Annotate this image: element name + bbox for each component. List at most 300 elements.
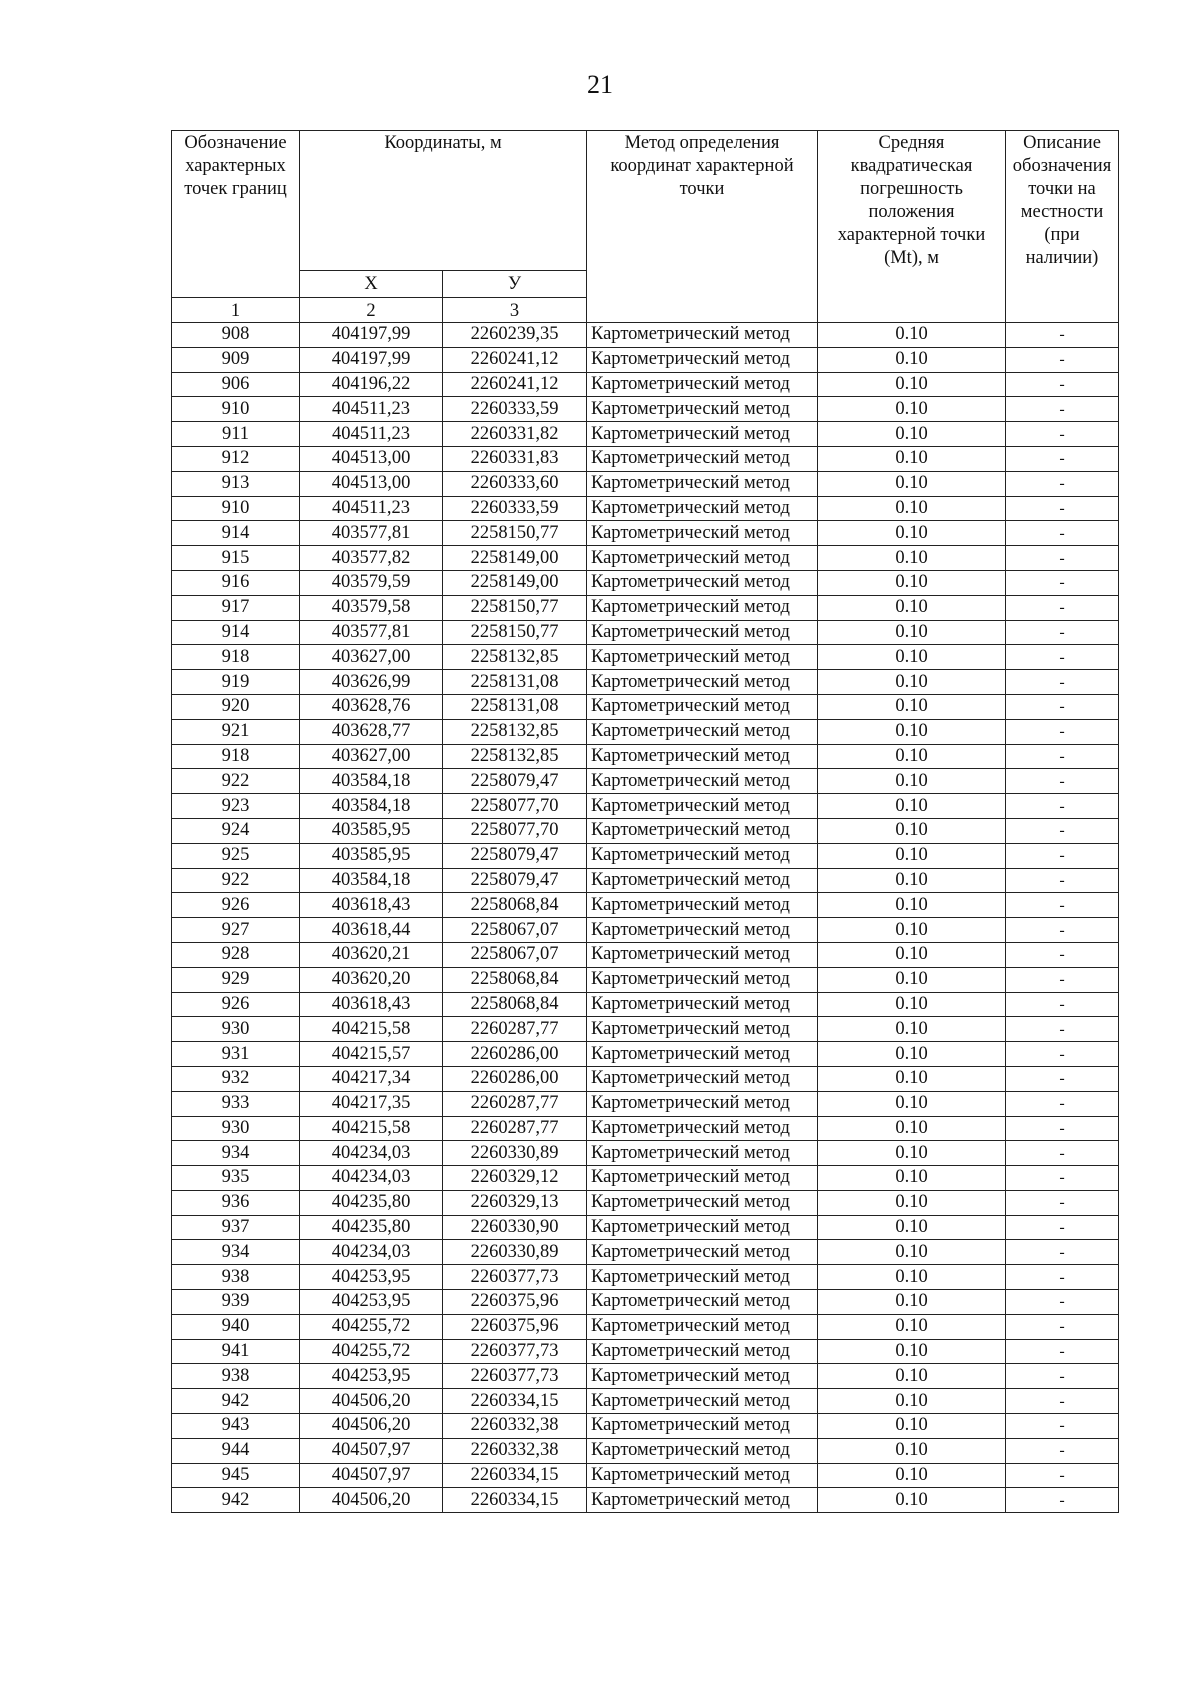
y-coordinate-cell: 2260286,00 <box>443 1066 587 1091</box>
description-cell: - <box>1006 645 1119 670</box>
header-coordinates: Координаты, м <box>300 131 587 271</box>
point-id-cell: 918 <box>172 744 300 769</box>
point-id-cell: 930 <box>172 1116 300 1141</box>
description-cell: - <box>1006 620 1119 645</box>
table-row <box>172 645 1119 670</box>
table-row <box>172 1438 1119 1463</box>
table-row <box>172 1042 1119 1067</box>
table-row <box>172 769 1119 794</box>
point-id-cell: 931 <box>172 1042 300 1067</box>
method-cell: Картометрический метод <box>587 1215 818 1240</box>
table-row <box>172 1290 1119 1315</box>
x-coordinate-cell: 404215,58 <box>300 1116 443 1141</box>
method-cell: Картометрический метод <box>587 422 818 447</box>
description-cell: - <box>1006 1290 1119 1315</box>
point-id-cell: 924 <box>172 818 300 843</box>
error-cell: 0.10 <box>818 918 1006 943</box>
method-cell: Картометрический метод <box>587 769 818 794</box>
x-coordinate-cell: 403628,76 <box>300 694 443 719</box>
y-coordinate-cell: 2260377,73 <box>443 1364 587 1389</box>
x-coordinate-cell: 404513,00 <box>300 471 443 496</box>
description-cell: - <box>1006 794 1119 819</box>
y-coordinate-cell: 2260241,12 <box>443 372 587 397</box>
method-cell: Картометрический метод <box>587 868 818 893</box>
error-cell: 0.10 <box>818 694 1006 719</box>
x-coordinate-cell: 404506,20 <box>300 1389 443 1414</box>
y-coordinate-cell: 2258068,84 <box>443 992 587 1017</box>
error-cell: 0.10 <box>818 1215 1006 1240</box>
error-cell: 0.10 <box>818 570 1006 595</box>
error-cell: 0.10 <box>818 521 1006 546</box>
table-row <box>172 1116 1119 1141</box>
error-cell: 0.10 <box>818 446 1006 471</box>
header-method: Метод определения координат характерной точки <box>587 131 818 323</box>
description-cell: - <box>1006 893 1119 918</box>
description-cell: - <box>1006 521 1119 546</box>
description-cell: - <box>1006 372 1119 397</box>
error-cell: 0.10 <box>818 1190 1006 1215</box>
error-cell: 0.10 <box>818 1166 1006 1191</box>
x-coordinate-cell: 403628,77 <box>300 719 443 744</box>
boundary-points-table <box>171 130 1119 1513</box>
method-cell: Картометрический метод <box>587 1240 818 1265</box>
method-cell: Картометрический метод <box>587 1265 818 1290</box>
column-number: 1 <box>172 298 300 323</box>
table-row <box>172 794 1119 819</box>
table-row <box>172 620 1119 645</box>
x-coordinate-cell: 403584,18 <box>300 868 443 893</box>
y-coordinate-cell: 2260332,38 <box>443 1414 587 1439</box>
method-cell: Картометрический метод <box>587 372 818 397</box>
point-id-cell: 918 <box>172 645 300 670</box>
point-id-cell: 926 <box>172 893 300 918</box>
method-cell: Картометрический метод <box>587 1116 818 1141</box>
method-cell: Картометрический метод <box>587 446 818 471</box>
x-coordinate-cell: 403585,95 <box>300 818 443 843</box>
point-id-cell: 929 <box>172 967 300 992</box>
point-id-cell: 938 <box>172 1364 300 1389</box>
point-id-cell: 943 <box>172 1414 300 1439</box>
x-coordinate-cell: 404217,35 <box>300 1091 443 1116</box>
description-cell: - <box>1006 1166 1119 1191</box>
table-row <box>172 1364 1119 1389</box>
point-id-cell: 926 <box>172 992 300 1017</box>
y-coordinate-cell: 2258132,85 <box>443 645 587 670</box>
method-cell: Картометрический метод <box>587 570 818 595</box>
point-id-cell: 913 <box>172 471 300 496</box>
error-cell: 0.10 <box>818 719 1006 744</box>
y-coordinate-cell: 2260239,35 <box>443 323 587 348</box>
x-coordinate-cell: 404234,03 <box>300 1166 443 1191</box>
y-coordinate-cell: 2260333,60 <box>443 471 587 496</box>
method-cell: Картометрический метод <box>587 347 818 372</box>
error-cell: 0.10 <box>818 1141 1006 1166</box>
x-coordinate-cell: 403585,95 <box>300 843 443 868</box>
y-coordinate-cell: 2258132,85 <box>443 744 587 769</box>
y-coordinate-cell: 2260329,13 <box>443 1190 587 1215</box>
point-id-cell: 908 <box>172 323 300 348</box>
y-coordinate-cell: 2258077,70 <box>443 818 587 843</box>
method-cell: Картометрический метод <box>587 1017 818 1042</box>
table-row <box>172 868 1119 893</box>
x-coordinate-cell: 403584,18 <box>300 769 443 794</box>
table-row <box>172 670 1119 695</box>
table-row <box>172 1265 1119 1290</box>
description-cell: - <box>1006 1190 1119 1215</box>
y-coordinate-cell: 2260333,59 <box>443 397 587 422</box>
y-coordinate-cell: 2258079,47 <box>443 769 587 794</box>
error-cell: 0.10 <box>818 1116 1006 1141</box>
description-cell: - <box>1006 1463 1119 1488</box>
error-cell: 0.10 <box>818 1339 1006 1364</box>
table-row <box>172 1190 1119 1215</box>
x-coordinate-cell: 404255,72 <box>300 1314 443 1339</box>
y-coordinate-cell: 2258131,08 <box>443 670 587 695</box>
description-cell: - <box>1006 1240 1119 1265</box>
error-cell: 0.10 <box>818 372 1006 397</box>
description-cell: - <box>1006 670 1119 695</box>
error-cell: 0.10 <box>818 893 1006 918</box>
table-row <box>172 1463 1119 1488</box>
x-coordinate-cell: 404253,95 <box>300 1290 443 1315</box>
method-cell: Картометрический метод <box>587 918 818 943</box>
method-cell: Картометрический метод <box>587 818 818 843</box>
error-cell: 0.10 <box>818 769 1006 794</box>
y-coordinate-cell: 2258079,47 <box>443 868 587 893</box>
point-id-cell: 938 <box>172 1265 300 1290</box>
y-coordinate-cell: 2260287,77 <box>443 1091 587 1116</box>
point-id-cell: 932 <box>172 1066 300 1091</box>
table-body <box>172 323 1119 1513</box>
description-cell: - <box>1006 1339 1119 1364</box>
method-cell: Картометрический метод <box>587 670 818 695</box>
x-coordinate-cell: 404215,58 <box>300 1017 443 1042</box>
y-coordinate-cell: 2260330,89 <box>443 1141 587 1166</box>
table-row <box>172 942 1119 967</box>
y-coordinate-cell: 2258067,07 <box>443 918 587 943</box>
error-cell: 0.10 <box>818 868 1006 893</box>
error-cell: 0.10 <box>818 422 1006 447</box>
table-row <box>172 843 1119 868</box>
x-coordinate-cell: 403627,00 <box>300 645 443 670</box>
method-cell: Картометрический метод <box>587 694 818 719</box>
description-cell: - <box>1006 1215 1119 1240</box>
point-id-cell: 922 <box>172 868 300 893</box>
description-cell: - <box>1006 843 1119 868</box>
point-id-cell: 942 <box>172 1389 300 1414</box>
point-id-cell: 915 <box>172 546 300 571</box>
error-cell: 0.10 <box>818 595 1006 620</box>
y-coordinate-cell: 2258067,07 <box>443 942 587 967</box>
y-coordinate-cell: 2260334,15 <box>443 1463 587 1488</box>
point-id-cell: 941 <box>172 1339 300 1364</box>
method-cell: Картометрический метод <box>587 1141 818 1166</box>
error-cell: 0.10 <box>818 942 1006 967</box>
method-cell: Картометрический метод <box>587 1488 818 1513</box>
point-id-cell: 910 <box>172 496 300 521</box>
error-cell: 0.10 <box>818 1463 1006 1488</box>
y-coordinate-cell: 2260329,12 <box>443 1166 587 1191</box>
x-coordinate-cell: 403577,82 <box>300 546 443 571</box>
x-coordinate-cell: 404511,23 <box>300 422 443 447</box>
page-number: 21 <box>587 70 613 99</box>
point-id-cell: 942 <box>172 1488 300 1513</box>
point-id-cell: 928 <box>172 942 300 967</box>
point-id-cell: 936 <box>172 1190 300 1215</box>
table-row <box>172 719 1119 744</box>
description-cell: - <box>1006 1265 1119 1290</box>
x-coordinate-cell: 403579,58 <box>300 595 443 620</box>
x-coordinate-cell: 404506,20 <box>300 1414 443 1439</box>
table-row <box>172 1017 1119 1042</box>
y-coordinate-cell: 2258149,00 <box>443 546 587 571</box>
error-cell: 0.10 <box>818 1389 1006 1414</box>
table-row <box>172 744 1119 769</box>
table-row <box>172 372 1119 397</box>
y-coordinate-cell: 2260333,59 <box>443 496 587 521</box>
description-cell: - <box>1006 1042 1119 1067</box>
table-row <box>172 422 1119 447</box>
method-cell: Картометрический метод <box>587 1339 818 1364</box>
point-id-cell: 939 <box>172 1290 300 1315</box>
x-coordinate-cell: 404511,23 <box>300 397 443 422</box>
table-row <box>172 918 1119 943</box>
method-cell: Картометрический метод <box>587 1364 818 1389</box>
description-cell: - <box>1006 1091 1119 1116</box>
x-coordinate-cell: 403584,18 <box>300 794 443 819</box>
header-x: X <box>300 271 443 298</box>
description-cell: - <box>1006 1414 1119 1439</box>
y-coordinate-cell: 2260331,83 <box>443 446 587 471</box>
error-cell: 0.10 <box>818 1017 1006 1042</box>
method-cell: Картометрический метод <box>587 620 818 645</box>
method-cell: Картометрический метод <box>587 992 818 1017</box>
y-coordinate-cell: 2260334,15 <box>443 1389 587 1414</box>
description-cell: - <box>1006 1017 1119 1042</box>
y-coordinate-cell: 2260330,90 <box>443 1215 587 1240</box>
description-cell: - <box>1006 323 1119 348</box>
description-cell: - <box>1006 918 1119 943</box>
x-coordinate-cell: 404234,03 <box>300 1141 443 1166</box>
x-coordinate-cell: 404511,23 <box>300 496 443 521</box>
point-id-cell: 911 <box>172 422 300 447</box>
error-cell: 0.10 <box>818 496 1006 521</box>
table-row <box>172 1066 1119 1091</box>
y-coordinate-cell: 2260334,15 <box>443 1488 587 1513</box>
error-cell: 0.10 <box>818 347 1006 372</box>
method-cell: Картометрический метод <box>587 471 818 496</box>
column-number: 3 <box>443 298 587 323</box>
x-coordinate-cell: 404197,99 <box>300 323 443 348</box>
x-coordinate-cell: 403618,44 <box>300 918 443 943</box>
point-id-cell: 917 <box>172 595 300 620</box>
point-id-cell: 922 <box>172 769 300 794</box>
error-cell: 0.10 <box>818 967 1006 992</box>
x-coordinate-cell: 403618,43 <box>300 992 443 1017</box>
point-id-cell: 933 <box>172 1091 300 1116</box>
description-cell: - <box>1006 744 1119 769</box>
table-row <box>172 818 1119 843</box>
header-point: Обозначение характерных точек границ <box>172 131 300 298</box>
x-coordinate-cell: 403627,00 <box>300 744 443 769</box>
table-row <box>172 323 1119 348</box>
x-coordinate-cell: 404513,00 <box>300 446 443 471</box>
x-coordinate-cell: 404507,97 <box>300 1463 443 1488</box>
method-cell: Картометрический метод <box>587 645 818 670</box>
method-cell: Картометрический метод <box>587 744 818 769</box>
point-id-cell: 914 <box>172 620 300 645</box>
description-cell: - <box>1006 769 1119 794</box>
method-cell: Картометрический метод <box>587 794 818 819</box>
description-cell: - <box>1006 471 1119 496</box>
y-coordinate-cell: 2260241,12 <box>443 347 587 372</box>
x-coordinate-cell: 404253,95 <box>300 1265 443 1290</box>
error-cell: 0.10 <box>818 645 1006 670</box>
error-cell: 0.10 <box>818 843 1006 868</box>
table-header <box>172 131 1119 323</box>
description-cell: - <box>1006 694 1119 719</box>
table-row <box>172 521 1119 546</box>
table-row <box>172 992 1119 1017</box>
error-cell: 0.10 <box>818 1414 1006 1439</box>
method-cell: Картометрический метод <box>587 719 818 744</box>
description-cell: - <box>1006 1364 1119 1389</box>
table-row <box>172 471 1119 496</box>
y-coordinate-cell: 2258149,00 <box>443 570 587 595</box>
table-row <box>172 893 1119 918</box>
error-cell: 0.10 <box>818 1240 1006 1265</box>
y-coordinate-cell: 2258131,08 <box>443 694 587 719</box>
point-id-cell: 920 <box>172 694 300 719</box>
y-coordinate-cell: 2258077,70 <box>443 794 587 819</box>
error-cell: 0.10 <box>818 1066 1006 1091</box>
method-cell: Картометрический метод <box>587 595 818 620</box>
method-cell: Картометрический метод <box>587 893 818 918</box>
y-coordinate-cell: 2260330,89 <box>443 1240 587 1265</box>
y-coordinate-cell: 2258079,47 <box>443 843 587 868</box>
method-cell: Картометрический метод <box>587 1066 818 1091</box>
method-cell: Картометрический метод <box>587 1091 818 1116</box>
description-cell: - <box>1006 992 1119 1017</box>
point-id-cell: 923 <box>172 794 300 819</box>
description-cell: - <box>1006 868 1119 893</box>
y-coordinate-cell: 2258132,85 <box>443 719 587 744</box>
description-cell: - <box>1006 446 1119 471</box>
point-id-cell: 906 <box>172 372 300 397</box>
error-cell: 0.10 <box>818 1091 1006 1116</box>
y-coordinate-cell: 2260375,96 <box>443 1314 587 1339</box>
table-row <box>172 1488 1119 1513</box>
x-coordinate-cell: 404197,99 <box>300 347 443 372</box>
table-row <box>172 1339 1119 1364</box>
method-cell: Картометрический метод <box>587 1314 818 1339</box>
error-cell: 0.10 <box>818 1364 1006 1389</box>
method-cell: Картометрический метод <box>587 323 818 348</box>
error-cell: 0.10 <box>818 1290 1006 1315</box>
x-coordinate-cell: 404506,20 <box>300 1488 443 1513</box>
method-cell: Картометрический метод <box>587 1190 818 1215</box>
description-cell: - <box>1006 1116 1119 1141</box>
table-row <box>172 1240 1119 1265</box>
table-row <box>172 1389 1119 1414</box>
x-coordinate-cell: 404217,34 <box>300 1066 443 1091</box>
y-coordinate-cell: 2260286,00 <box>443 1042 587 1067</box>
description-cell: - <box>1006 1314 1119 1339</box>
error-cell: 0.10 <box>818 818 1006 843</box>
description-cell: - <box>1006 1488 1119 1513</box>
method-cell: Картометрический метод <box>587 967 818 992</box>
method-cell: Картометрический метод <box>587 521 818 546</box>
table-row <box>172 595 1119 620</box>
error-cell: 0.10 <box>818 471 1006 496</box>
point-id-cell: 916 <box>172 570 300 595</box>
point-id-cell: 940 <box>172 1314 300 1339</box>
method-cell: Картометрический метод <box>587 843 818 868</box>
y-coordinate-cell: 2258068,84 <box>443 893 587 918</box>
description-cell: - <box>1006 942 1119 967</box>
error-cell: 0.10 <box>818 744 1006 769</box>
description-cell: - <box>1006 719 1119 744</box>
method-cell: Картометрический метод <box>587 1166 818 1191</box>
method-cell: Картометрический метод <box>587 1463 818 1488</box>
x-coordinate-cell: 404507,97 <box>300 1438 443 1463</box>
description-cell: - <box>1006 1066 1119 1091</box>
point-id-cell: 930 <box>172 1017 300 1042</box>
y-coordinate-cell: 2258150,77 <box>443 620 587 645</box>
y-coordinate-cell: 2260332,38 <box>443 1438 587 1463</box>
point-id-cell: 914 <box>172 521 300 546</box>
point-id-cell: 927 <box>172 918 300 943</box>
description-cell: - <box>1006 1141 1119 1166</box>
description-cell: - <box>1006 570 1119 595</box>
error-cell: 0.10 <box>818 1042 1006 1067</box>
error-cell: 0.10 <box>818 1438 1006 1463</box>
x-coordinate-cell: 404234,03 <box>300 1240 443 1265</box>
method-cell: Картометрический метод <box>587 546 818 571</box>
method-cell: Картометрический метод <box>587 397 818 422</box>
error-cell: 0.10 <box>818 992 1006 1017</box>
error-cell: 0.10 <box>818 323 1006 348</box>
point-id-cell: 935 <box>172 1166 300 1191</box>
table-row <box>172 546 1119 571</box>
y-coordinate-cell: 2258150,77 <box>443 595 587 620</box>
y-coordinate-cell: 2260375,96 <box>443 1290 587 1315</box>
description-cell: - <box>1006 422 1119 447</box>
error-cell: 0.10 <box>818 546 1006 571</box>
table-row <box>172 496 1119 521</box>
x-coordinate-cell: 403577,81 <box>300 521 443 546</box>
y-coordinate-cell: 2258068,84 <box>443 967 587 992</box>
x-coordinate-cell: 404235,80 <box>300 1190 443 1215</box>
point-id-cell: 909 <box>172 347 300 372</box>
table-row <box>172 1141 1119 1166</box>
error-cell: 0.10 <box>818 1314 1006 1339</box>
table-row <box>172 1166 1119 1191</box>
point-id-cell: 912 <box>172 446 300 471</box>
point-id-cell: 934 <box>172 1141 300 1166</box>
point-id-cell: 934 <box>172 1240 300 1265</box>
table-row <box>172 347 1119 372</box>
table-row <box>172 967 1119 992</box>
y-coordinate-cell: 2258150,77 <box>443 521 587 546</box>
method-cell: Картометрический метод <box>587 496 818 521</box>
method-cell: Картометрический метод <box>587 1438 818 1463</box>
point-id-cell: 937 <box>172 1215 300 1240</box>
description-cell: - <box>1006 818 1119 843</box>
table-row <box>172 1091 1119 1116</box>
header-error: Средняя квадратическая погрешность положения характерной точки (Mt), м <box>818 131 1006 323</box>
description-cell: - <box>1006 546 1119 571</box>
